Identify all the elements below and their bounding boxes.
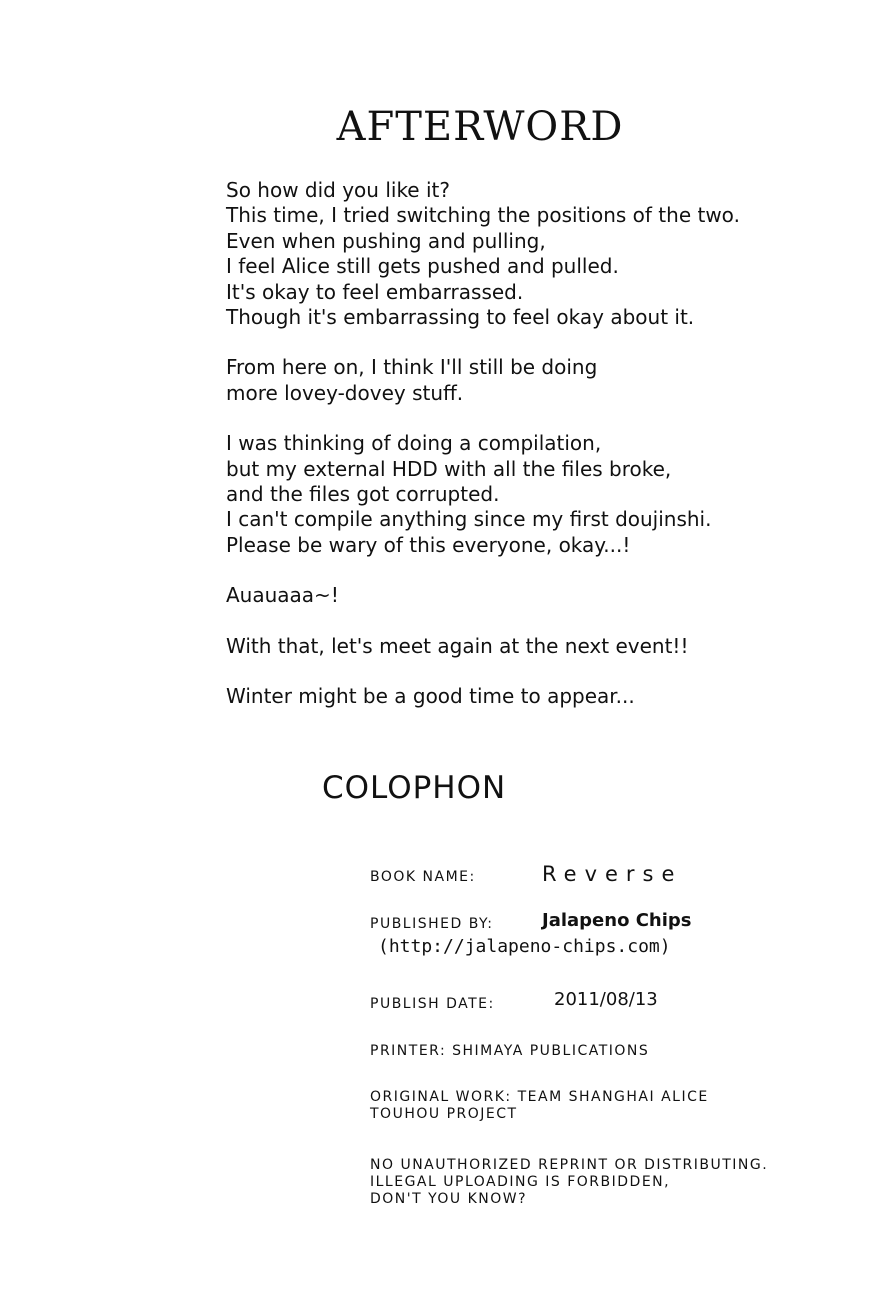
afterword-line: It's okay to feel embarrassed. (226, 279, 524, 304)
publisher-url: (http://jalapeno-chips.com) (378, 936, 671, 957)
original-work-line: ORIGINAL WORK: TEAM SHANGHAI ALICE (370, 1089, 709, 1105)
afterword-paragraph (226, 355, 846, 406)
published-by-value: Jalapeno Chips (542, 910, 692, 931)
original-work-line: TOUHOU PROJECT (370, 1106, 518, 1122)
afterword-paragraph (226, 431, 846, 558)
notice-line: ILLEGAL UPLOADING IS FORBIDDEN, (370, 1174, 671, 1190)
book-name-row (370, 862, 683, 886)
book-name-value: Reverse (542, 862, 683, 886)
afterword-line: I feel Alice still gets pushed and pulled. (226, 254, 619, 279)
colophon-title: COLOPHON (322, 770, 507, 806)
afterword-line: I was thinking of doing a compilation, (226, 431, 602, 456)
afterword-paragraph (226, 178, 846, 330)
notice-line: NO UNAUTHORIZED REPRINT OR DISTRIBUTING. (370, 1157, 769, 1173)
afterword-line: Winter might be a good time to appear... (226, 684, 635, 709)
original-work-row (370, 1089, 709, 1123)
published-by-label: PUBLISHED BY: (370, 916, 494, 932)
afterword-line: Please be wary of this everyone, okay...! (226, 532, 631, 557)
afterword-line: With that, let's meet again at the next event!! (226, 633, 689, 658)
afterword-title: AFTERWORD (336, 104, 624, 150)
book-name-label: BOOK NAME: (370, 869, 476, 885)
afterword-line: Though it's embarrassing to feel okay about it. (226, 305, 695, 330)
afterword-paragraph (226, 634, 846, 659)
afterword-paragraph (226, 583, 846, 608)
printer-row (370, 1040, 649, 1059)
published-by-row (370, 910, 692, 932)
afterword-line: and the files got corrupted. (226, 482, 500, 507)
publish-date-label: PUBLISH DATE: (370, 996, 495, 1012)
afterword-line: but my external HDD with all the files broke, (226, 456, 672, 481)
publish-date-value: 2011/08/13 (554, 989, 658, 1010)
notice-row (370, 1157, 768, 1208)
afterword-line: So how did you like it? (226, 178, 450, 202)
afterword-line: I can't compile anything since my first doujinshi. (226, 507, 712, 532)
afterword-line: From here on, I think I'll still be doing (226, 355, 598, 380)
printer-line: PRINTER: SHIMAYA PUBLICATIONS (370, 1043, 650, 1059)
afterword-paragraph (226, 684, 846, 709)
notice-line: DON'T YOU KNOW? (370, 1191, 528, 1207)
afterword-line: more lovey-dovey stuff. (226, 380, 464, 405)
publish-date-row (370, 989, 658, 1012)
afterword-line: Auauaaa~! (226, 583, 339, 608)
afterword-line: Even when pushing and pulling, (226, 228, 546, 253)
afterword-line: This time, I tried switching the positions of the two. (226, 203, 740, 228)
afterword-body (226, 178, 846, 735)
